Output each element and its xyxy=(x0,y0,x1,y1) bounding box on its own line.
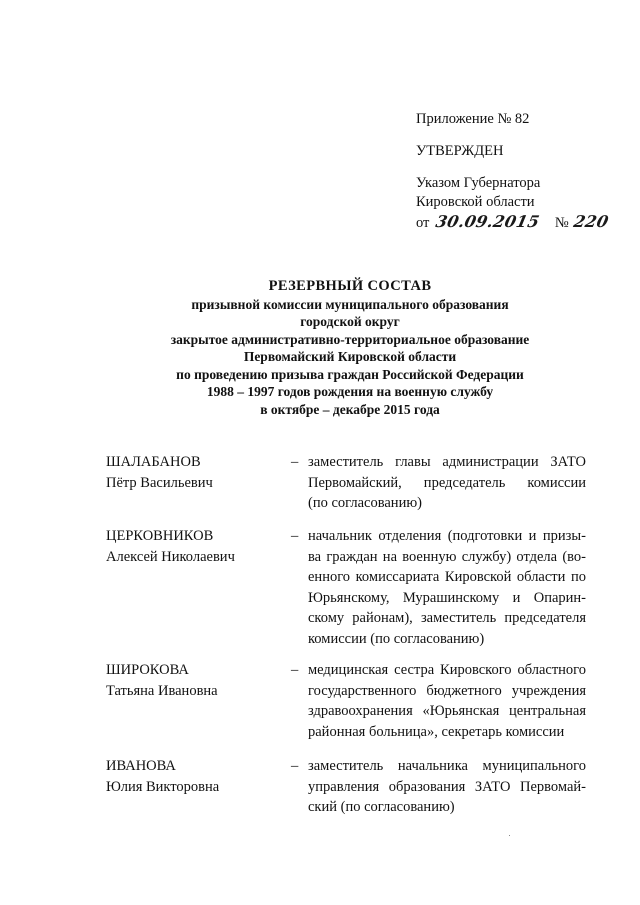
position-line: районная больница», секретарь комиссии xyxy=(308,723,565,740)
title-line-3: закрытое административно-территориальное образование xyxy=(170,331,530,347)
member-name xyxy=(106,756,291,797)
handwritten-number: 220 xyxy=(572,212,611,231)
title-line-5: по проведению призыва граждан Российской Федерации xyxy=(176,366,524,382)
document-title: РЕЗЕРВНЫЙ СОСТАВ xyxy=(268,278,432,294)
member-dash: – xyxy=(291,758,299,774)
member-entry xyxy=(106,452,586,526)
member-dash: – xyxy=(291,454,299,470)
decree-issuer-line1: Указом Губернатора xyxy=(416,175,541,191)
position-line: скому районам), заместитель председателя xyxy=(308,610,586,626)
member-dash: – xyxy=(291,662,299,678)
member-position xyxy=(308,526,586,649)
position-line: Первомайский, председатель комиссии xyxy=(308,474,586,491)
member-entry xyxy=(106,660,586,756)
number-prefix: № xyxy=(554,215,569,231)
position-line: здравоохранения «Юрьянская центральная xyxy=(308,703,586,719)
position-line: Юрьянскому, Мурашинскому и Опарин- xyxy=(308,589,586,606)
appendix-number: Приложение № 82 xyxy=(416,111,530,127)
position-line: заместитель главы администрации ЗАТО xyxy=(308,454,586,470)
position-line: государственного бюджетного учреждения xyxy=(308,682,586,699)
member-entry xyxy=(106,526,586,660)
position-line: комиссии (по согласованию) xyxy=(308,630,485,647)
position-line: начальник отделения (подготовки и призы- xyxy=(308,528,586,544)
member-name xyxy=(106,452,291,493)
title-line-7: в октябре – декабре 2015 года xyxy=(260,401,440,417)
member-entry xyxy=(106,756,586,826)
date-prefix: от xyxy=(416,215,430,231)
member-given-names: Пётр Васильевич xyxy=(106,474,213,491)
position-line: медицинская сестра Кировского областного xyxy=(308,662,586,678)
position-line: ва граждан на военную службу) отдела (во- xyxy=(308,548,586,565)
decree-date-number-line xyxy=(416,212,626,233)
member-given-names: Юлия Викторовна xyxy=(106,778,220,795)
member-surname: ШАЛАБАНОВ xyxy=(106,454,201,470)
position-line: (по согласованию) xyxy=(308,495,422,511)
member-position xyxy=(308,756,586,818)
position-line: заместитель начальника муниципального xyxy=(308,758,586,774)
member-given-names: Татьяна Ивановна xyxy=(106,682,218,699)
title-line-2: городской округ xyxy=(300,314,400,329)
member-name xyxy=(106,526,291,567)
member-surname: ШИРОКОВА xyxy=(106,662,189,678)
member-given-names: Алексей Николаевич xyxy=(106,548,235,565)
handwritten-date: 30.09.2015 xyxy=(434,212,542,231)
approval-stamp-block xyxy=(416,110,626,233)
approved-label: УТВЕРЖДЕН xyxy=(416,143,504,159)
member-dash: – xyxy=(291,528,299,544)
title-line-4: Первомайский Кировской области xyxy=(243,349,457,364)
position-line: управления образования ЗАТО Первомай- xyxy=(308,778,586,795)
member-name xyxy=(106,660,291,701)
position-line: енного комиссариата Кировской области по xyxy=(308,569,586,585)
document-title-block xyxy=(100,278,600,418)
position-line: ский (по согласованию) xyxy=(308,799,455,815)
title-line-6: 1988 – 1997 годов рождения на военную службу xyxy=(206,384,494,399)
members-list xyxy=(106,452,586,826)
member-position xyxy=(308,452,586,514)
decree-issuer-line2: Кировской области xyxy=(416,194,535,210)
member-surname: ИВАНОВА xyxy=(106,758,176,774)
scan-speck xyxy=(509,835,510,836)
title-line-1: призывной комиссии муниципального образования xyxy=(191,296,509,312)
member-position xyxy=(308,660,586,742)
member-surname: ЦЕРКОВНИКОВ xyxy=(106,528,214,544)
